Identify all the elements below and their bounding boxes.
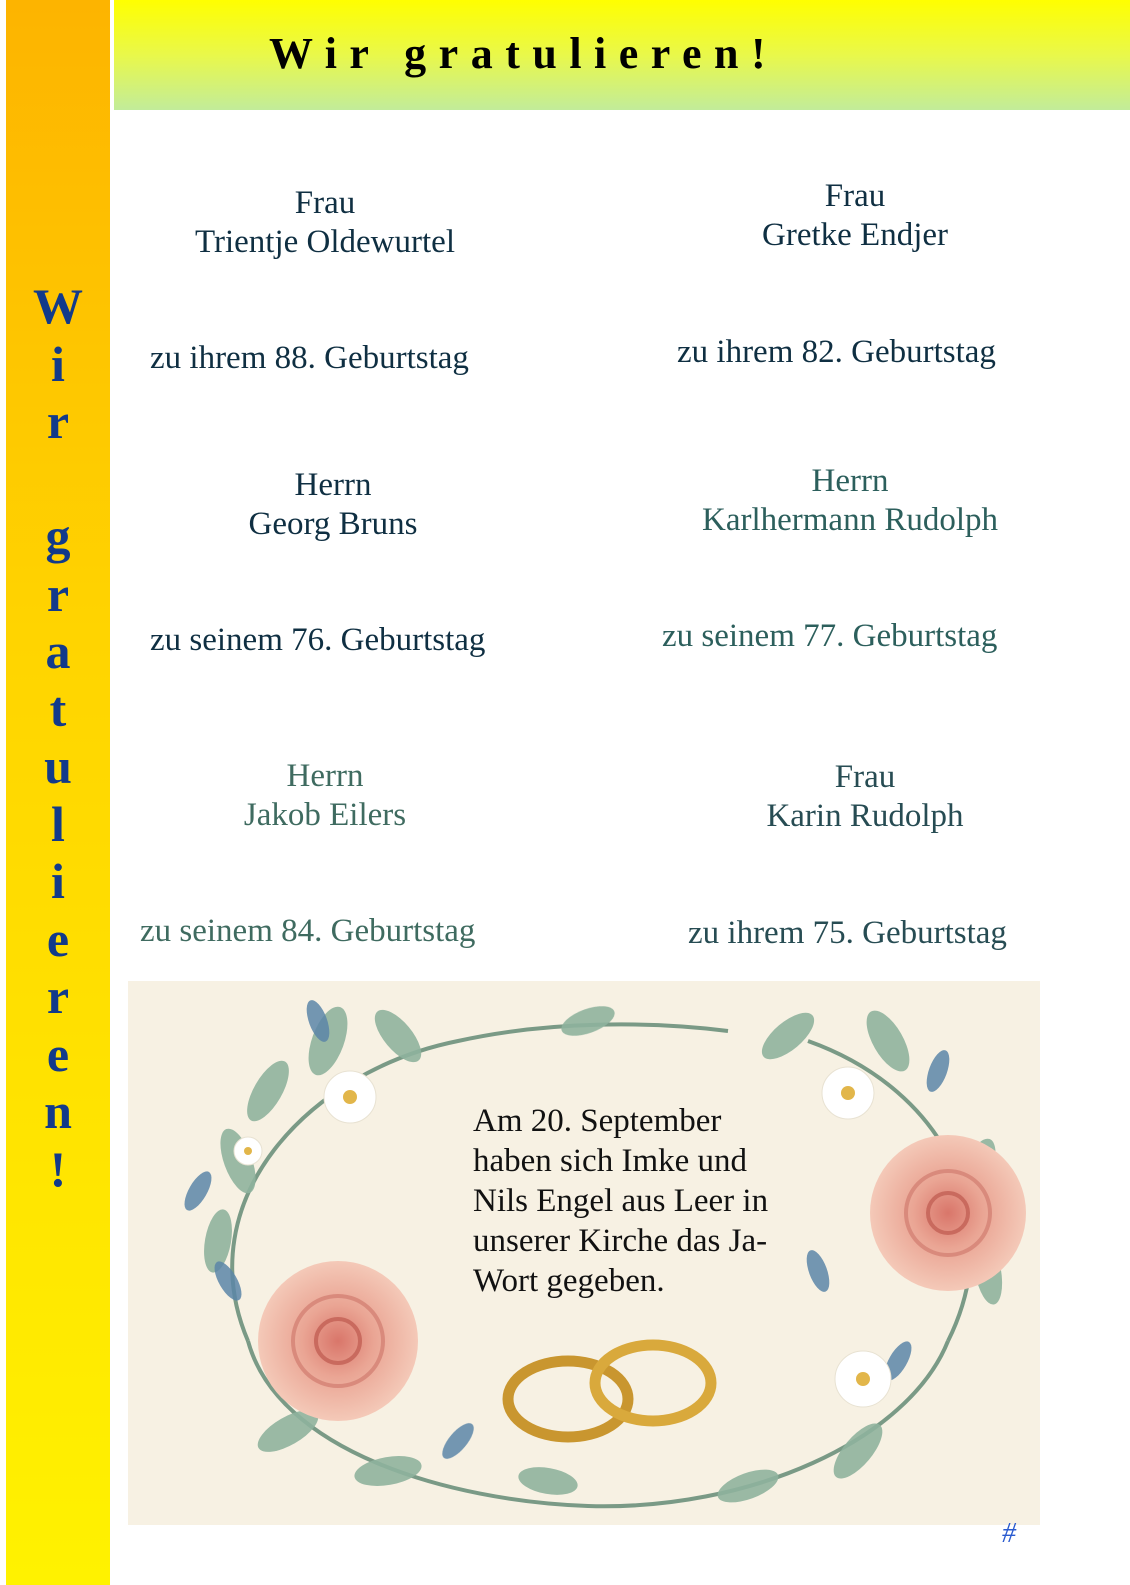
vertical-letter: e [46,910,70,967]
vertical-letter: i [51,335,65,392]
wedding-rings-icon [508,1345,711,1437]
person-name: Jakob Eilers [243,797,407,833]
occasion-text: zu ihrem 75. Geburtstag [688,915,1007,951]
wedding-message-line: Am 20. September [473,1103,722,1139]
occasion-text: zu seinem 76. Geburtstag [150,622,486,658]
vertical-letter: r [46,565,70,622]
rose-right [870,1135,1026,1291]
salutation: Herrn [811,463,889,499]
person-name: Karlhermann Rudolph [701,502,999,538]
congratulation-entry [670,462,1030,540]
vertical-letter: r [46,393,70,449]
vertical-letter: u [44,738,72,794]
person-name: Georg Bruns [248,506,418,542]
congratulation-entry [168,466,498,544]
vertical-letter: e [46,1025,70,1082]
wedding-message-line: unserer Kirche das Ja- [473,1223,768,1259]
congratulation-entry [700,758,1030,836]
person-name: Karin Rudolph [766,798,964,834]
occasion-text: zu seinem 84. Geburtstag [140,913,476,949]
vertical-title-bar [6,0,110,1585]
white-flower [324,1071,376,1123]
wedding-message-line: haben sich Imke und [473,1143,748,1179]
white-flower [822,1067,874,1119]
wedding-message-line: Wort gegeben. [473,1263,665,1299]
wedding-card [128,981,1040,1525]
page-title: Wir gratulieren! [269,29,779,78]
header-banner [114,0,1130,110]
salutation: Herrn [294,467,372,503]
white-flower [234,1137,262,1165]
rose-left [258,1261,418,1421]
vertical-letter: n [44,1083,72,1139]
salutation: Frau [824,178,886,214]
wedding-message-line: Nils Engel aus Leer in [473,1183,769,1219]
vertical-letter: ! [49,1140,67,1197]
occasion-text: zu ihrem 82. Geburtstag [677,334,996,370]
page-marker: # [1002,1518,1016,1549]
salutation: Frau [834,759,896,795]
vertical-title [6,278,110,1198]
vertical-letter: i [51,853,65,909]
occasion-text: zu seinem 77. Geburtstag [662,618,998,654]
occasion-text: zu ihrem 88. Geburtstag [150,340,469,376]
vertical-letter: l [51,795,65,852]
vertical-letter: t [49,680,67,737]
wedding-message [473,1101,813,1301]
congratulation-entry [160,184,490,262]
vertical-letter: g [45,508,71,564]
salutation: Frau [294,185,356,221]
person-name: Gretke Endjer [762,217,948,253]
salutation: Herrn [286,758,364,794]
vertical-letter: W [33,278,83,334]
white-flower [835,1351,891,1407]
congratulation-entry [160,757,490,835]
vertical-letter [6,451,110,509]
person-name: Trientje Oldewurtel [195,224,455,260]
vertical-letter: r [46,968,70,1024]
congratulation-entry [690,177,1020,255]
vertical-letter: a [45,623,71,679]
